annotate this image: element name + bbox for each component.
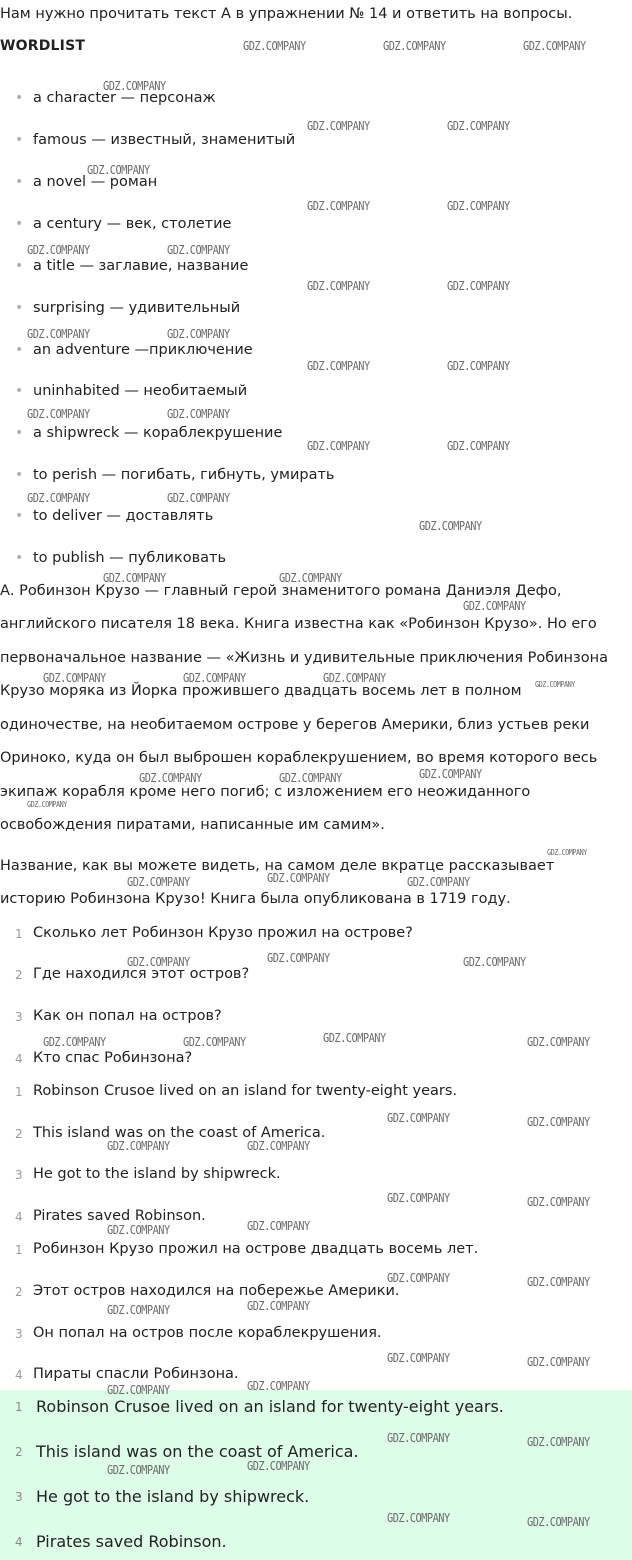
watermark-text: GDZ.COMPANY bbox=[27, 407, 90, 421]
answer-text: Он попал на остров после кораблекрушения. bbox=[33, 1325, 382, 1341]
watermark-text: GDZ.COMPANY bbox=[43, 1035, 106, 1049]
watermark-text: GDZ.COMPANY bbox=[463, 599, 526, 613]
paragraph-line: экипаж корабля кроме него погиб; с изложением его неожиданного bbox=[0, 784, 531, 800]
watermark-text: GDZ.COMPANY bbox=[463, 955, 526, 969]
watermark-text: GDZ.COMPANY bbox=[127, 875, 190, 889]
watermark-text: GDZ.COMPANY bbox=[307, 439, 370, 453]
watermark-text: GDZ.COMPANY bbox=[27, 243, 90, 257]
watermark-text: GDZ.COMPANY bbox=[387, 1271, 450, 1285]
watermark-text: GDZ.COMPANY bbox=[419, 767, 482, 781]
watermark-text: GDZ.COMPANY bbox=[27, 327, 90, 341]
watermark-text: GDZ.COMPANY bbox=[447, 359, 510, 373]
paragraph-line: первоначальное название — «Жизнь и удивительные приключения Робинзона bbox=[0, 650, 608, 666]
watermark-text: GDZ.COMPANY bbox=[183, 1035, 246, 1049]
watermark-text: GDZ.COMPANY bbox=[103, 571, 166, 585]
watermark-text: GDZ.COMPANY bbox=[387, 1431, 450, 1445]
watermark-text: GDZ.COMPANY bbox=[447, 279, 510, 293]
answer-text: Робинзон Крузо прожил на острове двадцать восемь лет. bbox=[33, 1241, 479, 1257]
watermark-text: GDZ.COMPANY bbox=[247, 1299, 310, 1313]
paragraph-line: одиночестве, на необитаемом острове у берегов Америки, близ устьев реки bbox=[0, 717, 590, 733]
watermark-text: GDZ.COMPANY bbox=[87, 163, 150, 177]
watermark-text: GDZ.COMPANY bbox=[139, 771, 202, 785]
watermark-text: GDZ.COMPANY bbox=[419, 519, 482, 533]
watermark-text: GDZ.COMPANY bbox=[307, 199, 370, 213]
watermark-text: GDZ.COMPANY bbox=[535, 680, 575, 689]
watermark-text: GDZ.COMPANY bbox=[107, 1383, 170, 1397]
watermark-text: GDZ.COMPANY bbox=[527, 1355, 590, 1369]
bullet-icon: • bbox=[15, 550, 24, 566]
item-number: 1 bbox=[15, 1085, 23, 1099]
bullet-icon: • bbox=[15, 300, 24, 316]
watermark-text: GDZ.COMPANY bbox=[323, 671, 386, 685]
watermark-text: GDZ.COMPANY bbox=[183, 671, 246, 685]
paragraph-line: Название, как вы можете видеть, на самом деле вкратце рассказывает bbox=[0, 858, 555, 874]
item-number: 1 bbox=[15, 1400, 23, 1414]
answer-text: This island was on the coast of America. bbox=[33, 1125, 326, 1141]
watermark-text: GDZ.COMPANY bbox=[447, 199, 510, 213]
item-number: 1 bbox=[15, 927, 23, 941]
watermark-text: GDZ.COMPANY bbox=[167, 407, 230, 421]
watermark-text: GDZ.COMPANY bbox=[527, 1275, 590, 1289]
answer-text: Robinson Crusoe lived on an island for twenty-eight years. bbox=[33, 1083, 457, 1099]
word-entry: to publish — публиковать bbox=[33, 550, 227, 566]
watermark-text: GDZ.COMPANY bbox=[267, 871, 330, 885]
paragraph-line: английского писателя 18 века. Книга известна как «Робинзон Крузо». Но его bbox=[0, 616, 597, 632]
answer-text: Пираты спасли Робинзона. bbox=[33, 1366, 239, 1382]
watermark-text: GDZ.COMPANY bbox=[387, 1351, 450, 1365]
paragraph-line: освобождения пиратами, написанные им самим». bbox=[0, 817, 385, 833]
watermark-text: GDZ.COMPANY bbox=[527, 1115, 590, 1129]
watermark-text: GDZ.COMPANY bbox=[447, 439, 510, 453]
item-number: 2 bbox=[15, 968, 23, 982]
item-number: 3 bbox=[15, 1010, 23, 1024]
wordlist-title: WORDLIST bbox=[0, 38, 86, 54]
word-entry: an adventure —приключение bbox=[33, 342, 253, 358]
answer-text: He got to the island by shipwreck. bbox=[33, 1166, 281, 1182]
watermark-text: GDZ.COMPANY bbox=[527, 1195, 590, 1209]
watermark-text: GDZ.COMPANY bbox=[323, 1031, 386, 1045]
watermark-text: GDZ.COMPANY bbox=[267, 951, 330, 965]
word-entry: a character — персонаж bbox=[33, 90, 216, 106]
item-number: 2 bbox=[15, 1285, 23, 1299]
watermark-text: GDZ.COMPANY bbox=[247, 1459, 310, 1473]
watermark-text: GDZ.COMPANY bbox=[527, 1515, 590, 1529]
word-entry: to perish — погибать, гибнуть, умирать bbox=[33, 467, 335, 483]
watermark-text: GDZ.COMPANY bbox=[527, 1435, 590, 1449]
watermark-text: GDZ.COMPANY bbox=[167, 491, 230, 505]
bullet-icon: • bbox=[15, 467, 24, 483]
question-text: Кто спас Робинзона? bbox=[33, 1050, 193, 1066]
paragraph-line: Крузо моряка из Йорка прожившего двадцать восемь лет в полном bbox=[0, 683, 522, 699]
bullet-icon: • bbox=[15, 90, 24, 106]
item-number: 2 bbox=[15, 1445, 23, 1459]
watermark-text: GDZ.COMPANY bbox=[43, 671, 106, 685]
word-entry: surprising — удивительный bbox=[33, 300, 241, 316]
bullet-icon: • bbox=[15, 425, 24, 441]
watermark-text: GDZ.COMPANY bbox=[387, 1511, 450, 1525]
watermark-text: GDZ.COMPANY bbox=[387, 1111, 450, 1125]
watermark-text: GDZ.COMPANY bbox=[307, 279, 370, 293]
item-number: 4 bbox=[15, 1368, 23, 1382]
bullet-icon: • bbox=[15, 132, 24, 148]
item-number: 4 bbox=[15, 1052, 23, 1066]
intro-text: Нам нужно прочитать текст А в упражнении № 14 и ответить на вопросы. bbox=[0, 6, 573, 22]
watermark-text: GDZ.COMPANY bbox=[547, 848, 587, 857]
watermark-text: GDZ.COMPANY bbox=[27, 491, 90, 505]
bullet-icon: • bbox=[15, 216, 24, 232]
item-number: 1 bbox=[15, 1243, 23, 1257]
word-entry: uninhabited — необитаемый bbox=[33, 383, 248, 399]
watermark-text: GDZ.COMPANY bbox=[307, 359, 370, 373]
word-entry: a title — заглавие, название bbox=[33, 258, 249, 274]
watermark-text: GDZ.COMPANY bbox=[107, 1463, 170, 1477]
watermark-text: GDZ.COMPANY bbox=[247, 1139, 310, 1153]
watermark-text: GDZ.COMPANY bbox=[167, 243, 230, 257]
answer-text: This island was on the coast of America. bbox=[36, 1442, 359, 1461]
word-entry: to deliver — доставлять bbox=[33, 508, 214, 524]
watermark-text: GDZ.COMPANY bbox=[107, 1303, 170, 1317]
bullet-icon: • bbox=[15, 383, 24, 399]
answer-text: Pirates saved Robinson. bbox=[36, 1532, 227, 1551]
item-number: 2 bbox=[15, 1127, 23, 1141]
bullet-icon: • bbox=[15, 508, 24, 524]
answer-text: Этот остров находился на побережье Америки. bbox=[33, 1283, 400, 1299]
word-entry: famous — известный, знаменитый bbox=[33, 132, 296, 148]
final-answer-box bbox=[0, 1390, 632, 1560]
watermark-text: GDZ.COMPANY bbox=[387, 1191, 450, 1205]
paragraph-line: Ориноко, куда он был выброшен кораблекрушением, во время которого весь bbox=[0, 750, 598, 766]
word-entry: a novel — роман bbox=[33, 174, 158, 190]
question-text: Где находился этот остров? bbox=[33, 966, 250, 982]
item-number: 3 bbox=[15, 1490, 23, 1504]
watermark-text: GDZ.COMPANY bbox=[243, 39, 306, 53]
watermark-text: GDZ.COMPANY bbox=[247, 1219, 310, 1233]
item-number: 3 bbox=[15, 1168, 23, 1182]
paragraph-line: А. Робинзон Крузо — главный герой знаменитого романа Даниэля Дефо, bbox=[0, 583, 562, 599]
paragraph-line: историю Робинзона Крузо! Книга была опубликована в 1719 году. bbox=[0, 891, 511, 907]
watermark-text: GDZ.COMPANY bbox=[279, 771, 342, 785]
watermark-text: GDZ.COMPANY bbox=[279, 571, 342, 585]
watermark-text: GDZ.COMPANY bbox=[107, 1139, 170, 1153]
bullet-icon: • bbox=[15, 174, 24, 190]
question-text: Сколько лет Робинзон Крузо прожил на острове? bbox=[33, 925, 413, 941]
watermark-text: GDZ.COMPANY bbox=[523, 39, 586, 53]
bullet-icon: • bbox=[15, 258, 24, 274]
item-number: 4 bbox=[15, 1535, 23, 1549]
answer-text: Pirates saved Robinson. bbox=[33, 1208, 206, 1224]
watermark-text: GDZ.COMPANY bbox=[103, 79, 166, 93]
answer-text: Robinson Crusoe lived on an island for twenty-eight years. bbox=[36, 1397, 504, 1416]
watermark-text: GDZ.COMPANY bbox=[167, 327, 230, 341]
question-text: Как он попал на остров? bbox=[33, 1008, 222, 1024]
watermark-text: GDZ.COMPANY bbox=[27, 800, 67, 809]
watermark-text: GDZ.COMPANY bbox=[527, 1035, 590, 1049]
word-entry: a shipwreck — кораблекрушение bbox=[33, 425, 283, 441]
watermark-text: GDZ.COMPANY bbox=[407, 875, 470, 889]
bullet-icon: • bbox=[15, 342, 24, 358]
watermark-text: GDZ.COMPANY bbox=[107, 1223, 170, 1237]
item-number: 3 bbox=[15, 1327, 23, 1341]
word-entry: a century — век, столетие bbox=[33, 216, 232, 232]
watermark-text: GDZ.COMPANY bbox=[127, 955, 190, 969]
watermark-text: GDZ.COMPANY bbox=[383, 39, 446, 53]
watermark-text: GDZ.COMPANY bbox=[247, 1379, 310, 1393]
watermark-text: GDZ.COMPANY bbox=[307, 119, 370, 133]
answer-text: He got to the island by shipwreck. bbox=[36, 1487, 310, 1506]
item-number: 4 bbox=[15, 1210, 23, 1224]
watermark-text: GDZ.COMPANY bbox=[447, 119, 510, 133]
